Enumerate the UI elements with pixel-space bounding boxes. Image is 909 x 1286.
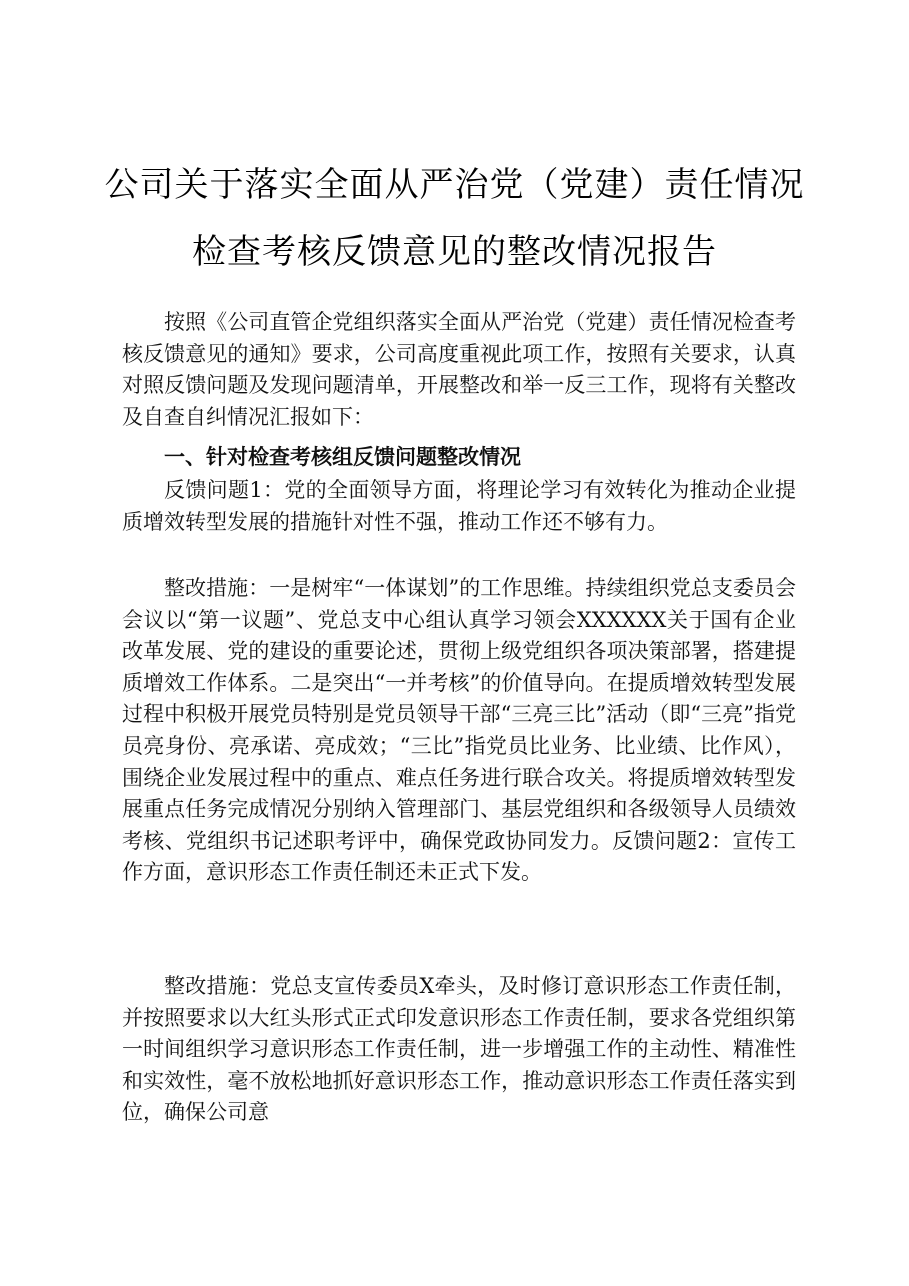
document-title-line-1: 公司关于落实全面从严治党（党建）责任情况	[104, 165, 805, 205]
rectification-measures-1-paragraph: 整改措施：一是树牢“一体谋划”的工作思维。持续组织党总支委员会会议以“第一议题”、党总支中心组认真学习领会XXXXXX关于国有企业改革发展、党的建设的重要论述，贯彻上级党组织各项决策部署，搭建提质增效工作体系。二是突出“一并考核”的价值导向。在提质增效转型发展过程中积极开展党员特别是党员领导干部“三亮三比”活动（即“三亮”指党员亮身份、亮承诺、亮成效；“三比”指党员比业务、比业绩、比作风），围绕企业发展过程中的重点、难点任务进行联合攻关。将提质增效转型发展重点任务完成情况分别纳入管理部门、基层党组织和各级领导人员绩效考核、党组织书记述职考评中，确保党政协同发力。反馈问题2：宣传工作方面，意识形态工作责任制还未正式下发。	[122, 576, 796, 885]
document-title-line-2: 检查考核反馈意见的整改情况报告	[192, 232, 717, 272]
feedback-problem-1-paragraph: 反馈问题1：党的全面领导方面，将理论学习有效转化为推动企业提质增效转型发展的措施针对性不强，推动工作还不够有力。	[122, 478, 796, 534]
section-heading-1: 一、针对检查考核组反馈问题整改情况	[164, 445, 521, 469]
intro-paragraph: 按照《公司直管企党组织落实全面从严治党（党建）责任情况检查考核反馈意见的通知》要求，公司高度重视此项工作，按照有关要求，认真对照反馈问题及发现问题清单，开展整改和举一反三工作，现将有关整改及自查自纠情况汇报如下：	[122, 310, 796, 429]
rectification-measures-2-paragraph: 整改措施：党总支宣传委员X牵头，及时修订意识形态工作责任制，并按照要求以大红头形式正式印发意识形态工作责任制，要求各党组织第一时间组织学习意识形态工作责任制，进一步增强工作的主动性、精准性和实效性，毫不放松地抓好意识形态工作，推动意识形态工作责任落实到位，确保公司意	[122, 974, 796, 1125]
